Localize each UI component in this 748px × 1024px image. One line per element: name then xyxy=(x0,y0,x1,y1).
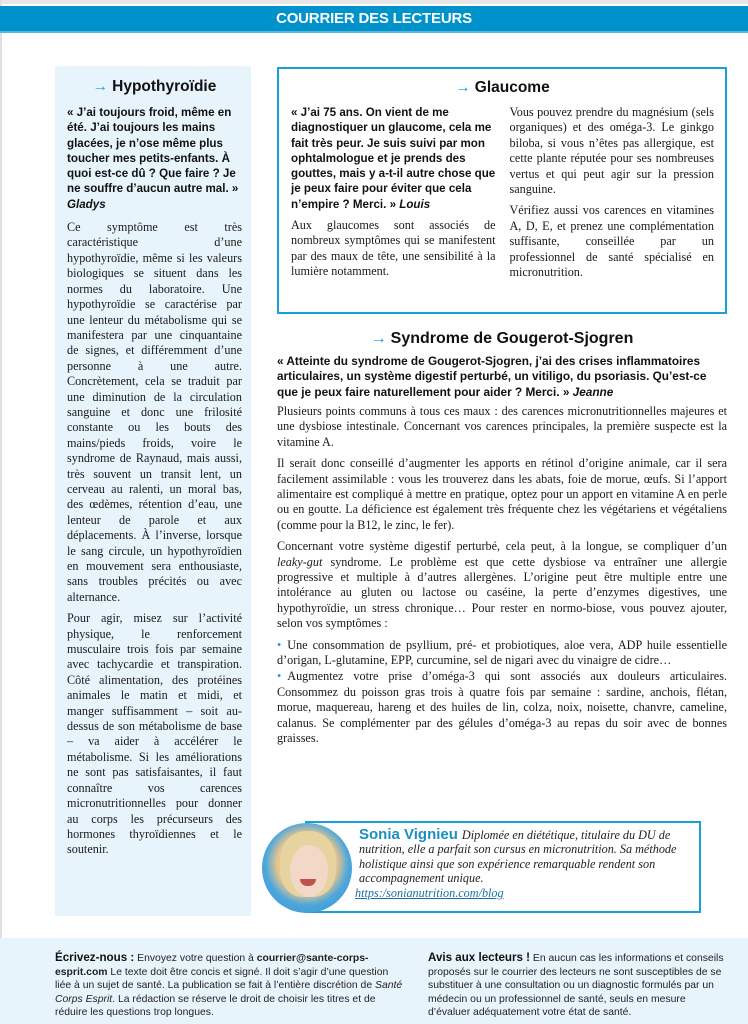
answer-paragraph: Vous pouvez prendre du magnésium (sels organiques) et des oméga-3. Le ginkgo biloba, si vous n’êtes pas allergique, est cette plante réputée pour ses nombreuses vertus et qui peut agir sur la pression sanguine. xyxy=(509,105,714,197)
answer-paragraph: Aux glaucomes sont associés de nombreux symptômes qui se manifestent par des maux de tête, une sensibilité à la lumière notamment. xyxy=(291,218,496,279)
glaucome-col-right xyxy=(510,105,715,286)
question-signature: Louis xyxy=(399,197,431,211)
question-signature: Gladys xyxy=(67,197,106,211)
answer-paragraph xyxy=(277,539,727,631)
question-signature: Jeanne xyxy=(572,384,614,399)
glaucome-title: Glaucome xyxy=(474,79,550,96)
sjogren-title: Syndrome de Gougerot-Sjogren xyxy=(390,330,634,347)
answer-paragraph: Ce symptôme est très caractéristique d’une hypothyroïdie, même si les valeurs biologiques se situent dans les normes du laboratoire. Une hypothyroïdie se caractérise par une lenteur du métabolisme qui se manifestera par une cinquantaine de signes, et différemment d’une personne à une autre. Concrètement, cela se traduit par une diminution de la circulation sanguine et donc une frilosité constante ou les bouts des mains/pieds froids, voire le syndrome de Raynaud, mais aussi, très souvent un transit lent, un cerveau au ralenti, un moral bas, des œdèmes, rétention d’eau, une lenteur de parole et aux déplacements. À l’inverse, lorsque le sang circule, un hypothyroïdien en mouvement sera enthousiaste, sans troubles précités ou avec alternance. xyxy=(67,220,242,604)
author-bio xyxy=(305,821,701,913)
sjogren-answer xyxy=(277,404,727,747)
section-header xyxy=(0,6,748,33)
notice-label: Avis aux lecteurs ! xyxy=(428,951,531,964)
bullet-icon: • xyxy=(277,669,282,684)
footer xyxy=(0,938,748,1024)
sjogren-section xyxy=(277,330,727,752)
glaucome-panel xyxy=(277,67,727,314)
left-border xyxy=(0,0,2,1024)
hypothyroidie-title: Hypothyroïdie xyxy=(112,78,217,95)
arrow-right-icon: → xyxy=(92,78,109,95)
glaucome-heading xyxy=(291,79,714,97)
sjogren-heading xyxy=(277,330,727,348)
author-description: Diplomée en diététique, titulaire du DU de nutrition, elle a parfait son cursus en micronutrition. Sa méthode holistique ainsi que son expérience remarquable rendent son accompagnement unique. xyxy=(359,828,677,886)
hypothyroidie-answer xyxy=(67,220,242,858)
bullet-item xyxy=(277,638,727,669)
arrow-right-icon: → xyxy=(370,330,387,347)
author-photo xyxy=(262,823,352,913)
text-run: . La rédaction se réserve le droit de choisir les titres et de réduire les questions trop longues. xyxy=(55,993,376,1019)
answer-paragraph: Vérifiez aussi vos carences en vitamines A, D, E, et prenez une complémentation suffisante, conseillée par un professionnel de santé spécialisé en micronutrition. xyxy=(509,203,714,280)
glaucome-answer-1 xyxy=(291,218,496,280)
bullet-text: Augmentez votre prise d’oméga-3 qui sont associés aux douleurs articulaires. Consommez du poisson gras trois à quatre fois par semaine : sardine, anchois, flétan, morue, maquereau, hareng et des huiles de lin, colza, noix, noisette, chanvre, cameline, calanus. Se complémenter par des gélules d’oméga-3 au repas du soir avec de bonnes graisses. xyxy=(277,669,727,746)
bullet-text: Une consommation de psyllium, pré- et probiotiques, aloe vera, ADP huile essentielle d’origan, L-glutamine, EPP, curcumine, sel de nigari avec du vinaigre de cidre… xyxy=(277,637,727,667)
publication-name: Santé Corps Esprit xyxy=(55,980,403,1005)
sjogren-question xyxy=(277,354,727,400)
hypothyroidie-question xyxy=(67,105,242,212)
glaucome-columns xyxy=(291,105,714,286)
write-label: Écrivez-nous : xyxy=(55,951,135,964)
reader-notice xyxy=(428,951,724,1020)
notice-text: En aucun cas les informations et conseils proposés sur le courrier des lecteurs ne sont susceptibles de se substituer à une consultation ou un diagnostic formulés par un médecin ou un professionnel de santé, seuls en mesure d’évaluer adéquatement votre état de santé. xyxy=(428,953,724,1019)
arrow-right-icon: → xyxy=(455,79,471,96)
answer-paragraph: Pour agir, misez sur l’activité physique, le renforcement musculaire trois fois par semaine avec tachycardie et transpiration. Côté alimentation, des protéines animales le matin et midi, et manger suffisamment – soit au-dessus de son métabolisme de base – va aider à accélérer le métabolisme. Si les améliorations ne sont pas satisfaisantes, il faut connaître vos carences micronutritionnelles pour donner au corps les précurseurs des hormones thyroïdiennes et le soutenir. xyxy=(67,611,242,857)
contact-email[interactable]: courrier@sante-corps-esprit.com xyxy=(55,953,369,978)
top-border xyxy=(0,0,748,4)
glaucome-col-left xyxy=(291,105,496,286)
question-text: « J’ai toujours froid, même en été. J’ai toujours les mains glacées, je n’ose même plus toucher mes petits-enfants. À quoi est-ce dû ? Que faire ? Je ne souffre d’aucun autre mal. » xyxy=(67,106,239,196)
text-run: Concernant votre système digestif perturbé, cela peut, à la longue, se compliquer d’un xyxy=(277,539,727,554)
photo-face xyxy=(290,845,328,897)
hypothyroidie-panel xyxy=(55,66,251,916)
text-run: Le texte doit être concis et signé. Il doit s’agir d’une question liée à un sujet de santé. La publication se fait à l’entière discrétion de xyxy=(55,966,389,992)
text-run: Envoyez votre question à xyxy=(134,953,257,964)
bullet-icon: • xyxy=(277,637,282,652)
hypothyroidie-heading xyxy=(67,78,242,96)
author-name: Sonia Vignieu xyxy=(359,826,458,843)
write-to-us xyxy=(55,951,407,1020)
section-title: COURRIER DES LECTEURS xyxy=(276,10,472,27)
answer-paragraph: Il serait donc conseillé d’augmenter les apports en rétinol d’origine animale, car il sera facilement assimilable : vous les trouverez dans les abats, foie de morue, œufs. Si l’apport alimentaire est compliqué à mettre en pratique, optez pour un apport en vitamine A en perle ou en goutte. La déficience est également très fréquente chez les végétariens et végétaliens (comme pour la B12, le zinc, le fer). xyxy=(277,456,727,532)
glaucome-question xyxy=(291,105,496,212)
question-text: « J’ai 75 ans. On vient de me diagnostiquer un glaucome, cela me fait très peur. Je suis suivi par mon ophtalmologue et je prends des gouttes, mais y a-t-il autre chose que je peux faire pour éviter que cela n’empire ? Merci. » xyxy=(291,106,496,211)
bullet-item xyxy=(277,669,727,746)
answer-paragraph: Plusieurs points communs à tous ces maux : des carences micronutritionnelles majeures et une dysbiose intestinale. Concernant vos carences principales, la première suspecte est la vitamine A. xyxy=(277,403,727,449)
question-text: « Atteinte du syndrome de Gougerot-Sjogren, j’ai des crises inflammatoires articulaires, un système digestif perturbé, un vitiligo, du psoriasis. Qu’est-ce que je peux faire naturellement pour aider ? Merci. » xyxy=(277,354,707,399)
author-blog-link[interactable]: https:/sonianutrition.com/blog xyxy=(355,885,504,900)
text-run-italic: leaky-gut xyxy=(277,554,323,569)
text-run: syndrome. Le problème est que cette dysbiose va entraîner une allergie progressive et multiple à d’autres allergènes. L’origine peut être multiple entre une intolérance au gluten ou lactose ou caséine, la perte d’enzymes digestives, une hypothyroïdie, un stress chronique… Pour rester en normo-biose, vous pouvez ajouter, selon vos symptômes : xyxy=(277,554,727,631)
